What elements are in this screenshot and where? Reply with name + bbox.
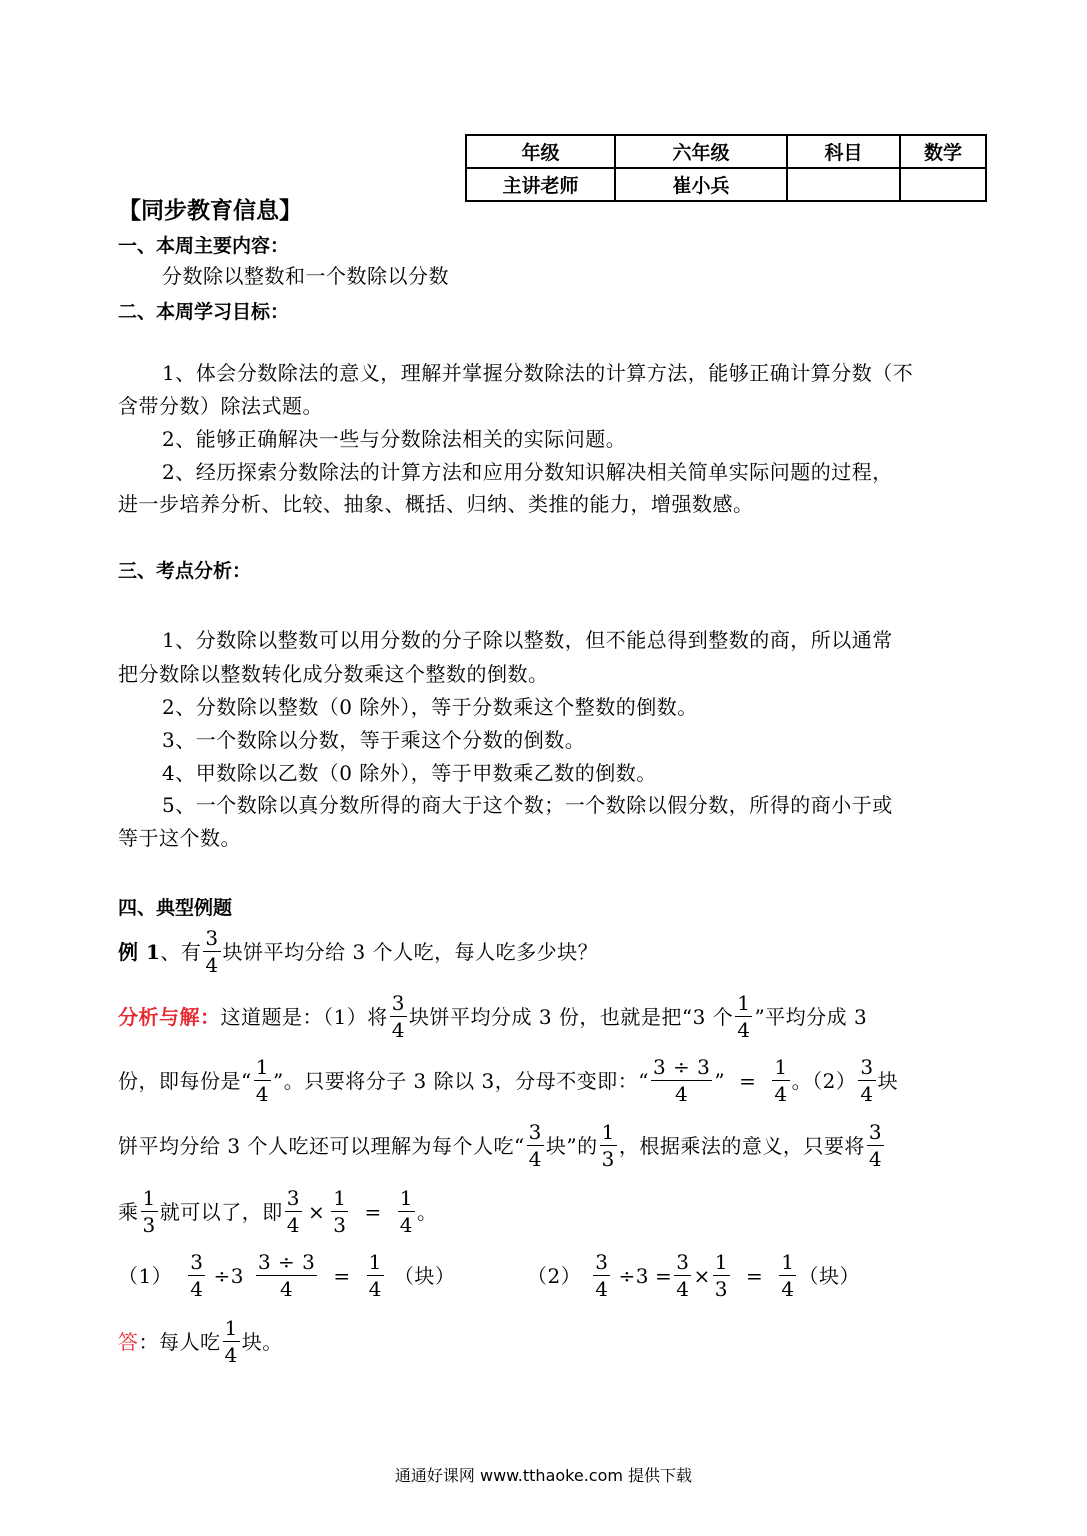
equals-sign: = <box>333 1263 351 1288</box>
section-1-body: 分数除以整数和一个数除以分数 <box>162 264 449 288</box>
analysis-text: ”平均分成 3 <box>754 1004 868 1029</box>
section-4-heading: 四、典型例题 <box>118 897 233 919</box>
analysis-line-1 <box>118 991 867 1042</box>
example-sep: 、 <box>160 939 181 964</box>
analysis-line-4 <box>118 1186 437 1237</box>
fraction: 1 4 <box>737 991 751 1042</box>
goal-3-line-2: 进一步培养分析、比较、抽象、概括、归纳、类推的能力，增强数感。 <box>118 492 754 516</box>
analysis-text: 块 <box>877 1068 899 1093</box>
analysis-text: 块饼平均分成 3 份，也就是把“3 个 <box>408 1004 734 1029</box>
analysis-text: ” <box>714 1068 726 1093</box>
empty-cell <box>900 168 986 201</box>
analysis-line-2 <box>118 1055 898 1106</box>
teacher-value: 崔小兵 <box>615 168 787 201</box>
analysis-label: 分析与解： <box>118 1004 221 1029</box>
point-5-line-1: 5、一个数除以真分数所得的商大于这个数；一个数除以假分数，所得的商小于或 <box>162 793 893 817</box>
equals-sign: = <box>739 1068 757 1093</box>
point-5-line-2: 等于这个数。 <box>118 826 241 850</box>
fraction: 3 4 <box>205 926 219 977</box>
point-2: 2、分数除以整数（0 除外），等于分数乘这个整数的倒数。 <box>162 695 698 719</box>
grade-value: 六年级 <box>615 135 787 168</box>
unit: （块） <box>798 1263 860 1288</box>
analysis-line-3 <box>118 1120 886 1171</box>
fraction: 1 4 <box>255 1055 269 1106</box>
fraction: 1 4 <box>224 1316 238 1367</box>
empty-cell <box>787 168 900 201</box>
solution-label: （1） <box>118 1263 173 1288</box>
fraction: 3 4 <box>860 1055 874 1106</box>
info-table <box>465 134 987 202</box>
analysis-text: ”。只要将分子 3 除以 3，分母不变即：“ <box>272 1068 649 1093</box>
answer-label: 答 <box>118 1329 139 1354</box>
times-sign: × <box>307 1199 326 1224</box>
fraction: $\frac{3}{4}$ <box>595 1250 609 1301</box>
fraction: 3 ÷ 3 4 <box>652 1055 711 1106</box>
point-4: 4、甲数除以乙数（0 除外），等于甲数乘乙数的倒数。 <box>162 761 657 785</box>
page-title: 【同步教育信息】 <box>118 198 302 224</box>
analysis-text: 乘 <box>118 1199 139 1224</box>
analysis-text: 。（2） <box>791 1068 857 1093</box>
goal-1-line-2: 含带分数）除法式题。 <box>118 394 323 418</box>
analysis-text: 份，即每份是“ <box>118 1068 252 1093</box>
fraction: 1 3 <box>601 1120 615 1171</box>
subject-value: 数学 <box>900 135 986 168</box>
fraction: 3 4 <box>868 1120 883 1171</box>
teacher-label: 主讲老师 <box>466 168 615 201</box>
fraction: $\frac{3 \div 3}{4}$ <box>257 1250 316 1301</box>
analysis-text: 饼平均分给 3 个人吃还可以理解为每个人吃“ <box>118 1133 525 1158</box>
analysis-text: 。 <box>416 1199 438 1224</box>
analysis-text: 这道题是：（1）将 <box>220 1004 388 1029</box>
solution-label: （2） <box>527 1263 582 1288</box>
analysis-text: ，根据乘法的意义，只要将 <box>618 1133 865 1158</box>
equals-sign: = <box>745 1263 764 1288</box>
example-1 <box>118 926 598 977</box>
fraction: $\frac{3}{4}$ <box>190 1250 204 1301</box>
point-1-line-2: 把分数除以整数转化成分数乘这个整数的倒数。 <box>118 662 549 686</box>
answer-colon: ： <box>138 1329 159 1354</box>
times-sign: × <box>693 1263 711 1288</box>
equals-sign: = <box>654 1263 673 1288</box>
point-1-line-1: 1、分数除以整数可以用分数的分子除以整数，但不能总得到整数的商，所以通常 <box>162 628 893 652</box>
goal-1-line-1: 1、体会分数除法的意义，理解并掌握分数除法的计算方法，能够正确计算分数（不 <box>162 361 914 385</box>
division-term: ÷3 <box>213 1263 244 1288</box>
example-pre: 有 <box>180 939 202 964</box>
fraction: $\frac{1}{3}$ <box>333 1186 347 1237</box>
analysis-text: 块”的 <box>545 1133 598 1158</box>
answer-text: 每人吃 <box>159 1329 221 1354</box>
example-label: 例 1 <box>118 939 161 964</box>
answer-line <box>118 1316 283 1367</box>
section-1-heading: 一、本周主要内容： <box>118 235 290 257</box>
grade-label: 年级 <box>466 135 615 168</box>
fraction: $\frac{3}{4}$ <box>676 1250 690 1301</box>
example-post: 块饼平均分给 3 个人吃，每人吃多少块？ <box>222 939 599 964</box>
fraction: 3 4 <box>528 1120 542 1171</box>
fraction: 3 4 <box>391 991 405 1042</box>
fraction: $\frac{1}{4}$ <box>781 1250 795 1301</box>
unit: （块） <box>393 1263 456 1288</box>
goal-2: 2、能够正确解决一些与分数除法相关的实际问题。 <box>162 427 627 451</box>
fraction: $\frac{1}{4}$ <box>399 1186 413 1237</box>
equals-sign: = <box>364 1199 382 1224</box>
subject-label: 科目 <box>787 135 900 168</box>
fraction: $\frac{1}{4}$ <box>368 1250 382 1301</box>
solution-2 <box>527 1250 860 1301</box>
fraction: 1 3 <box>142 1186 156 1237</box>
fraction: $\frac{1}{3}$ <box>714 1250 728 1301</box>
page-footer: 通通好课网 www.tthaoke.com 提供下载 <box>394 1466 693 1485</box>
answer-text: 块。 <box>241 1329 283 1354</box>
section-2-heading: 二、本周学习目标： <box>118 301 290 323</box>
solution-1 <box>118 1250 455 1301</box>
analysis-text: 就可以了，即 <box>159 1199 283 1224</box>
point-3: 3、一个数除以分数，等于乘这个分数的倒数。 <box>162 728 586 752</box>
goal-3-line-1: 2、经历探索分数除法的计算方法和应用分数知识解决相关简单实际问题的过程， <box>162 460 893 484</box>
fraction: $\frac{1}{4}$ <box>774 1055 788 1106</box>
section-3-heading: 三、考点分析： <box>118 560 252 582</box>
fraction: $\frac{3}{4}$ <box>286 1186 300 1237</box>
division-term: ÷3 <box>618 1263 649 1288</box>
